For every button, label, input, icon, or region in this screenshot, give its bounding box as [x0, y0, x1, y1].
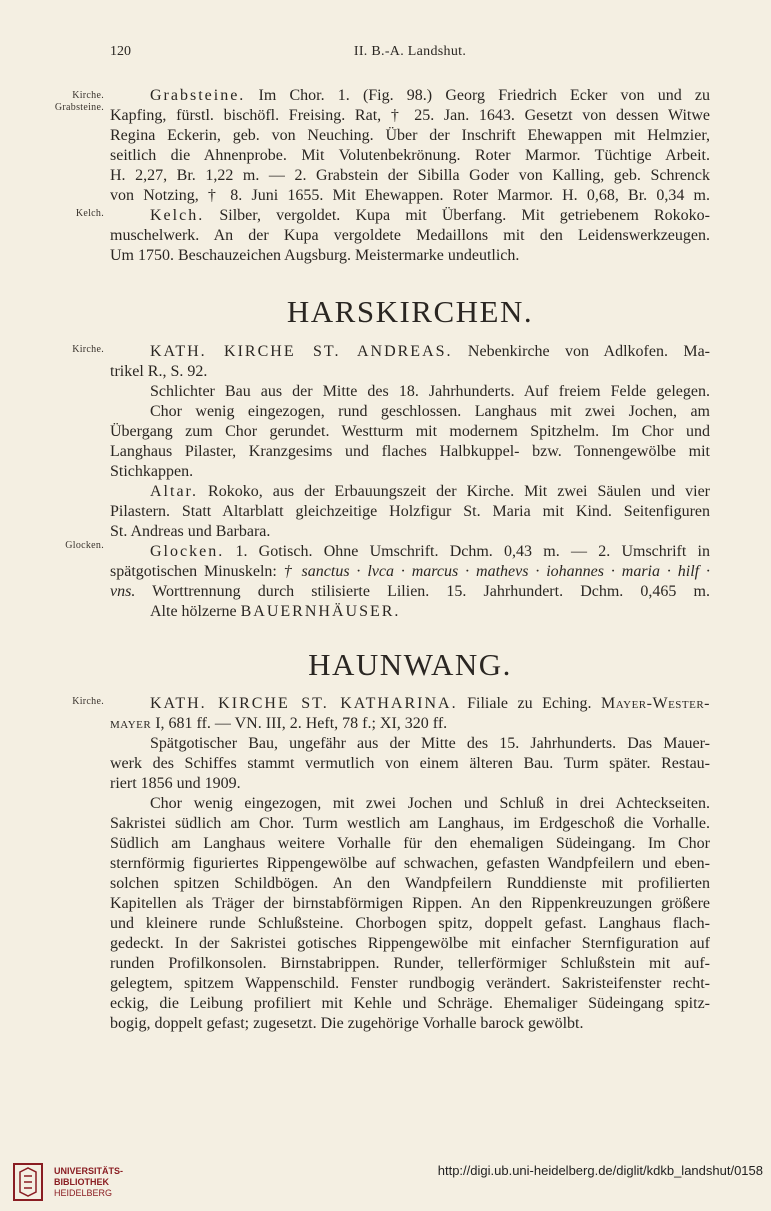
section-title: HAUNWANG.	[308, 647, 512, 682]
logo-text: UNIVERSITÄTS-	[54, 1166, 124, 1176]
author-reference: Mayer-Wester-	[600, 695, 711, 712]
text-line: gelegtem, spitzem Wappenschild. Fenster rundbogig verändert. Sakristeifenster recht-	[110, 975, 710, 992]
text-line: werk des Schiffes stammt vermutlich von einem älteren Bau. Turm später. Restau-	[110, 755, 710, 772]
entry-heading: KATH. KIRCHE ST. KATHARINA.	[150, 695, 458, 712]
text-line: St. Andreas und Barbara.	[110, 523, 271, 540]
margin-note-kirche: Kirche.	[72, 90, 104, 101]
entry-heading: Grabsteine.	[150, 87, 246, 104]
text-line: von Notzing, † 8. Juni 1655. Mit Ehewappen. Roter Marmor. H. 0,68, Br. 0,34 m.	[110, 187, 710, 204]
author-reference: mayer	[110, 715, 152, 732]
entry-heading: Glocken.	[150, 543, 225, 560]
text-line: trikel R., S. 92.	[110, 363, 208, 380]
margin-note-kirche: Kirche.	[72, 696, 104, 707]
text-line: vns. Worttrennung durch stilisierte Lilien. 15. Jahrhundert. Dchm. 0,465 m.	[110, 583, 710, 600]
entry-heading: KATH. KIRCHE ST. ANDREAS.	[150, 343, 453, 360]
text-line: Regina Eckerin, geb. von Neuching. Über der Inschrift Ehewappen mit Helmzier,	[110, 127, 710, 144]
bell-inscription: † sanctus · lvca · marcus · mathevs · iohannes · maria · hilf ·	[283, 563, 710, 580]
logo-text: HEIDELBERG	[54, 1188, 113, 1198]
text-line: bogig, doppelt gefast; zugesetzt. Die zugehörige Vorhalle barock gewölbt.	[110, 1015, 584, 1032]
text-line: Kelch. Silber, vergoldet. Kupa mit Überfang. Mit getriebenem Rokoko-	[150, 207, 710, 224]
library-seal-icon	[12, 1162, 44, 1202]
text-line: eckig, die Leibung profiliert mit Kehle und Schräge. Ehemaliger Südeingang spitz-	[110, 995, 710, 1012]
text-line: Kapfing, fürstl. bischöfl. Freising. Rat, † 25. Jan. 1643. Gesetzt von dessen Witwe	[110, 107, 710, 124]
entry-heading: Altar.	[150, 483, 198, 500]
text-line: muschelwerk. An der Kupa vergoldete Medaillons mit den Leidenswerkzeugen.	[110, 227, 710, 244]
text-line: Chor wenig eingezogen, rund geschlossen. Langhaus mit zwei Jochen, am	[150, 403, 710, 420]
text-line: mayer I, 681 ff. — VN. III, 2. Heft, 78 f.; XI, 320 ff.	[110, 715, 448, 732]
text-line: KATH. KIRCHE ST. KATHARINA. Filiale zu Eching. Mayer-Wester-	[150, 695, 711, 712]
text-line: Altar. Rokoko, aus der Erbauungszeit der Kirche. Mit zwei Säulen und vier	[150, 483, 710, 500]
text-line: Langhaus Pilaster, Kranzgesims und flaches Halbkuppel- bzw. Tonnengewölbe mit	[110, 443, 710, 460]
section-title: HARSKIRCHEN.	[286, 294, 534, 329]
text-line: Kapitellen als Träger der birnstabförmigen Rippen. An den Rippenkreuzungen größere	[110, 895, 710, 912]
text-line: Alte hölzerne BAUERNHÄUSER.	[150, 603, 401, 620]
margin-note-grabsteine: Grabsteine.	[54, 102, 104, 113]
text-line: Übergang zum Chor gerundet. Westturm mit modernem Spitzhelm. Im Chor und	[110, 423, 710, 440]
text-line: Chor wenig eingezogen, mit zwei Jochen und Schluß in drei Achteckseiten.	[150, 795, 710, 812]
margin-note-glocken: Glocken.	[65, 540, 104, 551]
page-number: 120	[110, 44, 131, 59]
text-line: seitlich die Ahnenprobe. Mit Volutenbekrönung. Roter Marmor. Tüchtige Arbeit.	[110, 147, 710, 164]
text-line: riert 1856 und 1909.	[110, 775, 241, 792]
text-line: Um 1750. Beschauzeichen Augsburg. Meistermarke undeutlich.	[110, 247, 520, 264]
text-line: solchen spitzen Schildbögen. An den Wandpfeilern Runddienste mit profilierten	[110, 875, 710, 892]
text-line: Stichkappen.	[110, 463, 194, 480]
margin-note-kelch: Kelch.	[75, 208, 104, 219]
text-line: Spätgotischer Bau, ungefähr aus der Mitte des 15. Jahrhunderts. Das Mauer-	[150, 735, 710, 752]
text-line: Südlich am Langhaus weitere Vorhalle für den ehemaligen Südeingang. Im Chor	[110, 835, 710, 852]
text-line: gedeckt. In der Sakristei gotisches Rippengewölbe mit einfacher Sternfiguration auf	[110, 935, 710, 952]
running-head: II. B.-A. Landshut.	[353, 44, 467, 59]
margin-note-kirche: Kirche.	[72, 344, 104, 355]
entry-heading: Kelch.	[150, 207, 205, 224]
text-line: Sakristei südlich am Chor. Turm westlich am Langhaus, im Erdgeschoß die Vorhalle.	[110, 815, 710, 832]
text-line: und kleinere runde Schlußsteine. Chorbogen spitz, doppelt gefast. Langhaus flach-	[110, 915, 710, 932]
text-line: runden Profilkonsolen. Birnstabrippen. Runder, tellerförmiger Schlußstein mit auf-	[110, 955, 710, 972]
entry-heading: BAUERNHÄUSER.	[240, 603, 401, 620]
logo-text: BIBLIOTHEK	[54, 1177, 109, 1187]
text-line: sternförmig figuriertes Rippengewölbe auf schwachen, gefasten Wandpfeilern und eben-	[110, 855, 710, 872]
text-line: Grabsteine. Im Chor. 1. (Fig. 98.) Georg Friedrich Ecker von und zu	[150, 87, 710, 104]
text-line: Pilastern. Statt Altarblatt gleichzeitige Holzfigur St. Maria mit Kind. Seitenfiguren	[110, 503, 710, 520]
text-line: Schlichter Bau aus der Mitte des 18. Jahrhunderts. Auf freiem Felde gelegen.	[150, 383, 710, 400]
text-line: Glocken. 1. Gotisch. Ohne Umschrift. Dchm. 0,43 m. — 2. Umschrift in	[150, 543, 710, 560]
text-line: H. 2,27, Br. 1,22 m. — 2. Grabstein der Sibilla Goder von Kalling, geb. Schrenck	[110, 167, 710, 184]
library-logo[interactable]	[10, 1160, 124, 1204]
text-line: KATH. KIRCHE ST. ANDREAS. Nebenkirche von Adlkofen. Ma-	[150, 343, 710, 360]
page-header	[110, 44, 710, 64]
source-url-link[interactable]: http://digi.ub.uni-heidelberg.de/diglit/kdkb_landshut/0158	[437, 1163, 763, 1178]
text-line: spätgotischen Minuskeln: † sanctus · lvca · marcus · mathevs · iohannes · maria · hilf ·	[110, 563, 710, 580]
